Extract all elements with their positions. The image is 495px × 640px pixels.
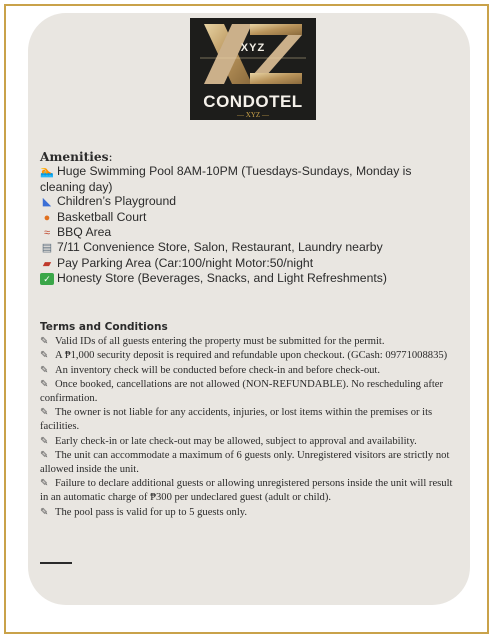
amenity-item: 🏊 Huge Swimming Pool 8AM-10PM (Tuesdays-Sundays, Monday is cleaning day) bbox=[40, 164, 412, 194]
pencil-icon: ✎ bbox=[40, 407, 49, 419]
amenity-item: ✓ Honesty Store (Beverages, Snacks, and Light Refreshments) bbox=[40, 271, 445, 285]
pencil-icon: ✎ bbox=[40, 350, 49, 362]
pencil-icon: ✎ bbox=[40, 364, 49, 376]
terms-item: ✎ A ₱1,000 security deposit is required and refundable upon checkout. (GCash: 09771008835) bbox=[40, 349, 460, 363]
bacon-icon: ≈ bbox=[43, 227, 51, 240]
logo-badge-text: XYZ bbox=[240, 42, 266, 54]
terms-item: ✎ Once booked, cancellations are not allowed (NON-REFUNDABLE). No rescheduling after confirmation. bbox=[40, 378, 444, 405]
amenity-item: ▰ Pay Parking Area (Car:100/night Motor:50/night bbox=[40, 256, 445, 271]
condotel-logo bbox=[190, 18, 316, 120]
terms-item: ✎ Valid IDs of all guests entering the property must be submitted for the permit. bbox=[40, 335, 460, 349]
pencil-icon: ✎ bbox=[40, 478, 49, 490]
terms-item: ✎ The owner is not liable for any accidents, injuries, or lost items within the premises or its facilities. bbox=[40, 407, 433, 433]
terms-item: ✎ Early check-in or late check-out may be allowed, subject to approval and availability. bbox=[40, 435, 460, 449]
slide-icon: ◣ bbox=[42, 196, 52, 209]
terms-item: ✎ Failure to declare additional guests or allowing unregistered persons inside the unit will result in an automatic charge of ₱300 per undeclared guest (adult or child). bbox=[40, 478, 453, 504]
pencil-icon: ✎ bbox=[40, 449, 49, 461]
amenity-item: ▤ 7/11 Convenience Store, Salon, Restaurant, Laundry nearby bbox=[41, 240, 383, 255]
terms-section bbox=[40, 320, 460, 520]
store-icon: ▤ bbox=[41, 242, 53, 255]
logo-brand-name: CONDOTEL bbox=[203, 92, 303, 111]
terms-item: ✎ An inventory check will be conducted before check-in and before check-out. bbox=[40, 364, 460, 378]
amenity-item: ◣ Children’s Playground bbox=[40, 194, 445, 209]
pencil-icon: ✎ bbox=[40, 378, 49, 390]
car-icon: ▰ bbox=[42, 257, 52, 270]
amenities-section bbox=[40, 150, 445, 286]
divider-line bbox=[40, 562, 72, 564]
basketball-icon: ● bbox=[43, 211, 51, 224]
amenity-item: ≈ BBQ Area bbox=[40, 225, 445, 240]
pencil-icon: ✎ bbox=[40, 435, 49, 447]
logo-subtitle: — XYZ — bbox=[237, 111, 269, 119]
pencil-icon: ✎ bbox=[40, 336, 49, 348]
terms-item: ✎ The unit can accommodate a maximum of 6 guests only. Unregistered visitors are strictly not allowed inside the unit. bbox=[40, 449, 450, 476]
swimmer-icon: 🏊 bbox=[40, 166, 54, 179]
amenities-heading: Amenities: bbox=[40, 150, 113, 164]
terms-item: ✎ The pool pass is valid for up to 5 guests only. bbox=[40, 506, 460, 520]
check-icon: ✓ bbox=[40, 273, 54, 285]
terms-heading: Terms and Conditions bbox=[40, 321, 168, 333]
pencil-icon: ✎ bbox=[40, 506, 49, 518]
amenity-item: ● Basketball Court bbox=[40, 210, 445, 225]
